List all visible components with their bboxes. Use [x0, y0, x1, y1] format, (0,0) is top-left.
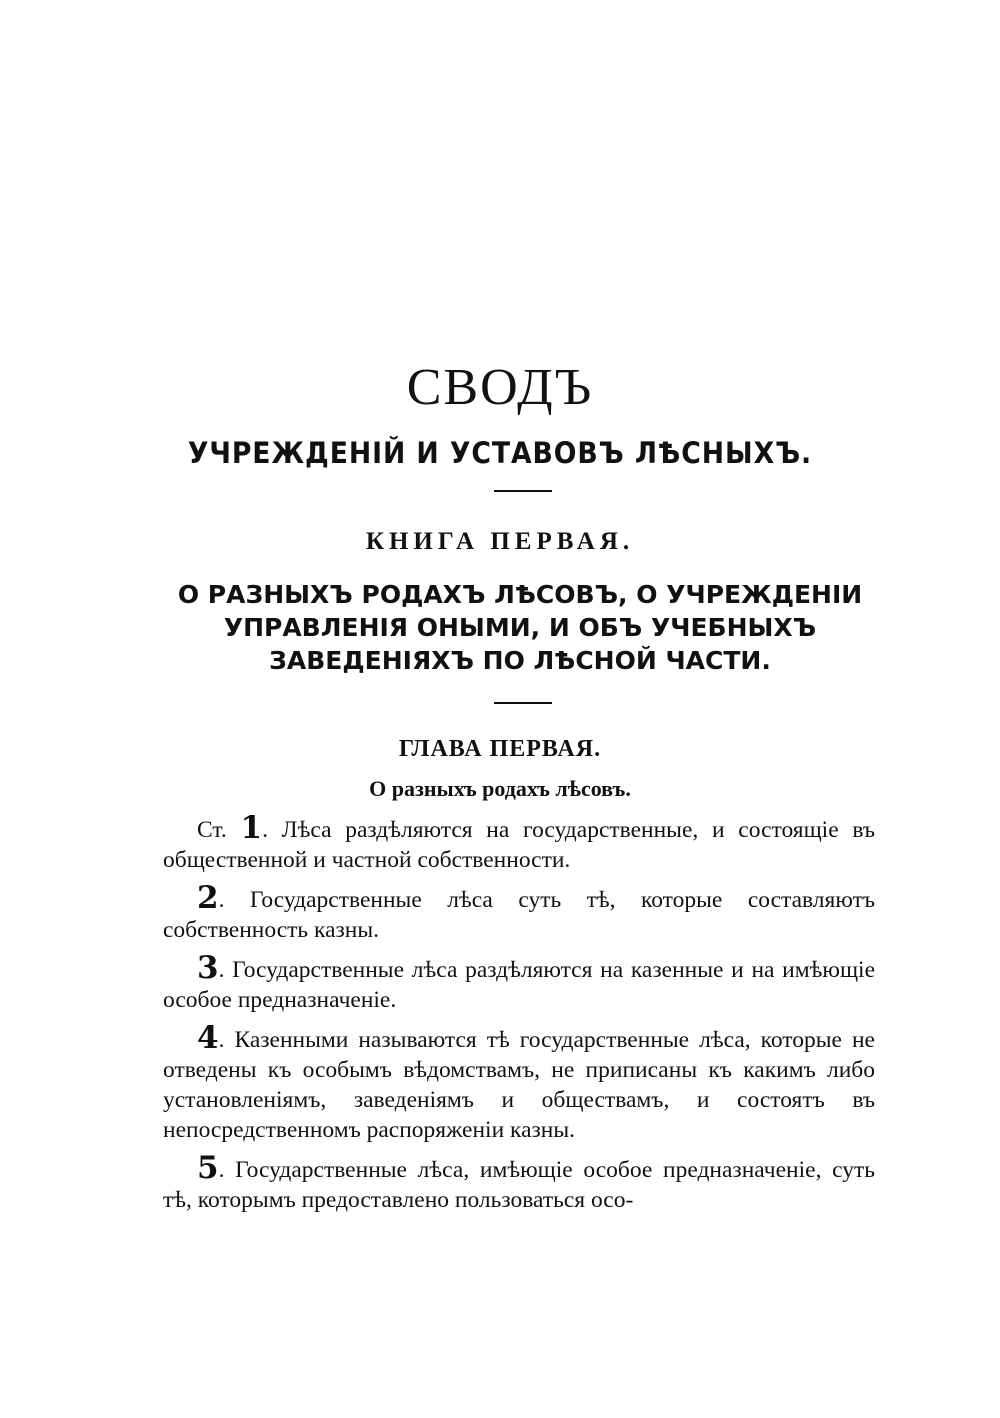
article-number: 4 — [197, 1020, 219, 1056]
article — [163, 1020, 875, 1145]
article-text: . Государственные лѣса раздѣляются на казенные и на имѣющіе особое предназначеніе. — [163, 957, 875, 1013]
divider-rule — [494, 702, 552, 704]
article-number: 5 — [197, 1150, 219, 1186]
book-label: КНИГА ПЕРВАЯ. — [365, 528, 635, 555]
chapter-label: ГЛАВА ПЕРВАЯ. — [398, 736, 602, 762]
article-text: . Лѣса раздѣляются на государственные, и состоящіе въ общественной и частной собственности. — [163, 817, 876, 873]
article-number: 3 — [197, 950, 219, 986]
article-number: 1 — [240, 810, 263, 846]
chapter-title: О разныхъ родахъ лѣсовъ. — [369, 776, 631, 801]
article-text: . Государственные лѣса, имѣющіе особое предназначеніе, суть тѣ, которымъ предоставлено пользоваться осо- — [163, 1157, 875, 1213]
article — [163, 950, 875, 1015]
divider-rule — [494, 490, 552, 492]
articles-list — [163, 810, 876, 1225]
article-prefix: Ст. — [197, 817, 227, 843]
article — [163, 810, 876, 875]
article-text: . Казенными называются тѣ государственные лѣса, которые не отведены къ особымъ вѣдомствамъ, не приписаны къ какимъ либо установленіямъ, заведеніямъ и обществамъ, и состоятъ въ непосредственномъ распоряженіи казны. — [163, 1027, 875, 1143]
article-number: 2 — [197, 880, 219, 916]
article — [163, 1150, 875, 1215]
article — [163, 880, 875, 945]
article-text: . Государственные лѣса суть тѣ, которые составляютъ собственность казны. — [163, 887, 875, 943]
book-title: О РАЗНЫХЪ РОДАХЪ ЛѢСОВЪ, О УЧРЕЖДЕНІИ УПРАВЛЕНІЯ ОНЫМИ, И ОБЪ УЧЕБНЫХЪ ЗАВЕДЕНІЯХЪ ПО ЛѢСНОЙ ЧАСТИ. — [177, 580, 863, 675]
subtitle: УЧРЕЖДЕНІЙ И УСТАВОВЪ ЛѢСНЫХЪ. — [187, 436, 813, 470]
main-title: СВОДЪ — [406, 359, 594, 416]
